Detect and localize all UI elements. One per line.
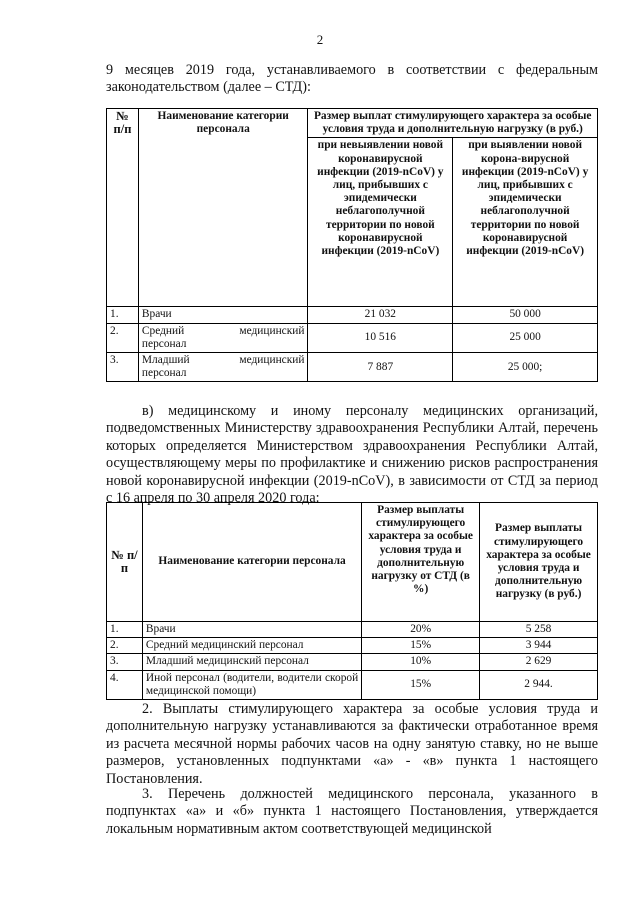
table-covid-payments-percent: [106, 502, 598, 700]
intro-paragraph: 9 месяцев 2019 года, устанавливаемого в соответствии с федеральным законодательством (далее – СТД):: [106, 62, 598, 96]
row-category: Иной персонал (водители, водители скорой медицинской помощи): [142, 670, 361, 699]
table-row: [107, 670, 598, 699]
col-percent-header: Размер выплаты стимулирующего характера за особые условия труда и дополнительную нагрузку от СТД (в %): [362, 503, 480, 622]
table-row: [107, 307, 598, 323]
row-category-line1: Младший медицинский: [141, 354, 305, 367]
table-row: [107, 622, 598, 638]
row-rub: 2 629: [480, 654, 598, 670]
row-value-detected: 25 000;: [453, 353, 598, 382]
col-number-header: № п/п: [107, 109, 139, 307]
col-detected-header: при выявлении новой корона-вирусной инфекции (2019-nCoV) у лиц, прибывших с эпидемически неблагополучной территории по новой коронавирусной инфекции (2019-nCoV): [453, 138, 598, 307]
row-number: 3.: [107, 353, 139, 382]
col-number-header: № п/п: [107, 503, 143, 622]
col-name-header: Наименование категории персонала: [142, 503, 361, 622]
row-category-line2: персонал: [141, 367, 187, 380]
page-number: 2: [316, 32, 324, 47]
table-header-row: [107, 503, 598, 622]
row-number: 2.: [107, 323, 139, 352]
table-row: [107, 654, 598, 670]
row-category: [138, 323, 308, 352]
row-number: 3.: [107, 654, 143, 670]
paragraph-2: 2. Выплаты стимулирующего характера за особые условия труда и дополнительную нагрузку устанавливаются за фактически отработанное время из расчета месячной нормы рабочих часов на одну занятую ставку, но не выше размеров, установленных подпунктами «а» - «в» пункта 1 настоящего Постановления.: [106, 701, 598, 787]
row-value-not-detected: 10 516: [308, 323, 453, 352]
row-category-line2: персонал: [141, 337, 187, 350]
row-rub: 3 944: [480, 638, 598, 654]
row-category: [138, 353, 308, 382]
col-group-header: Размер выплат стимулирующего характера за особые условия труда и дополнительную нагрузку (в руб.): [308, 109, 598, 138]
table-row: [107, 323, 598, 352]
row-category-line1: Средний медицинский: [141, 324, 305, 337]
col-rub-header: Размер выплаты стимулирующего характера за особые условия труда и дополнительную нагрузку (в руб.): [480, 503, 598, 622]
row-value-detected: 25 000: [453, 323, 598, 352]
row-percent: 15%: [362, 638, 480, 654]
row-rub: 5 258: [480, 622, 598, 638]
row-category: Средний медицинский персонал: [142, 638, 361, 654]
row-category: Врачи: [138, 307, 308, 323]
row-rub: 2 944.: [480, 670, 598, 699]
row-percent: 10%: [362, 654, 480, 670]
row-value-detected: 50 000: [453, 307, 598, 323]
row-number: 2.: [107, 638, 143, 654]
row-number: 1.: [107, 307, 139, 323]
row-number: 4.: [107, 670, 143, 699]
row-percent: 15%: [362, 670, 480, 699]
row-value-not-detected: 21 032: [308, 307, 453, 323]
row-number: 1.: [107, 622, 143, 638]
col-not-detected-header: при невыявлении новой коронавирусной инфекции (2019-nCoV) у лиц, прибывших с эпидемически неблагополучной территории по новой коронавирусной инфекции (2019-nCoV): [308, 138, 453, 307]
row-category: Врачи: [142, 622, 361, 638]
paragraph-v: в) медицинскому и иному персоналу медицинских организаций, подведомственных Министерству здравоохранения Республики Алтай, перечень которых определяется Министерством здравоохранения Республики Алтай, осуществляющему меры по профилактике и снижению рисков распространения новой коронавирусной инфекции (2019-nCoV), в зависимости от СТД за период с 16 апреля по 30 апреля 2020 года:: [106, 403, 598, 507]
table-row: [107, 638, 598, 654]
paragraph-3: 3. Перечень должностей медицинского персонала, указанного в подпунктах «а» и «б» пункта 1 настоящего Постановления, утверждается локальным нормативным актом соответствующей медицинской: [106, 786, 598, 837]
row-category: Младший медицинский персонал: [142, 654, 361, 670]
table-header-row: [107, 109, 598, 138]
table-covid-payments-rub: [106, 108, 598, 382]
row-percent: 20%: [362, 622, 480, 638]
col-name-header: Наименование категории персонала: [138, 109, 308, 307]
table-row: [107, 353, 598, 382]
row-value-not-detected: 7 887: [308, 353, 453, 382]
